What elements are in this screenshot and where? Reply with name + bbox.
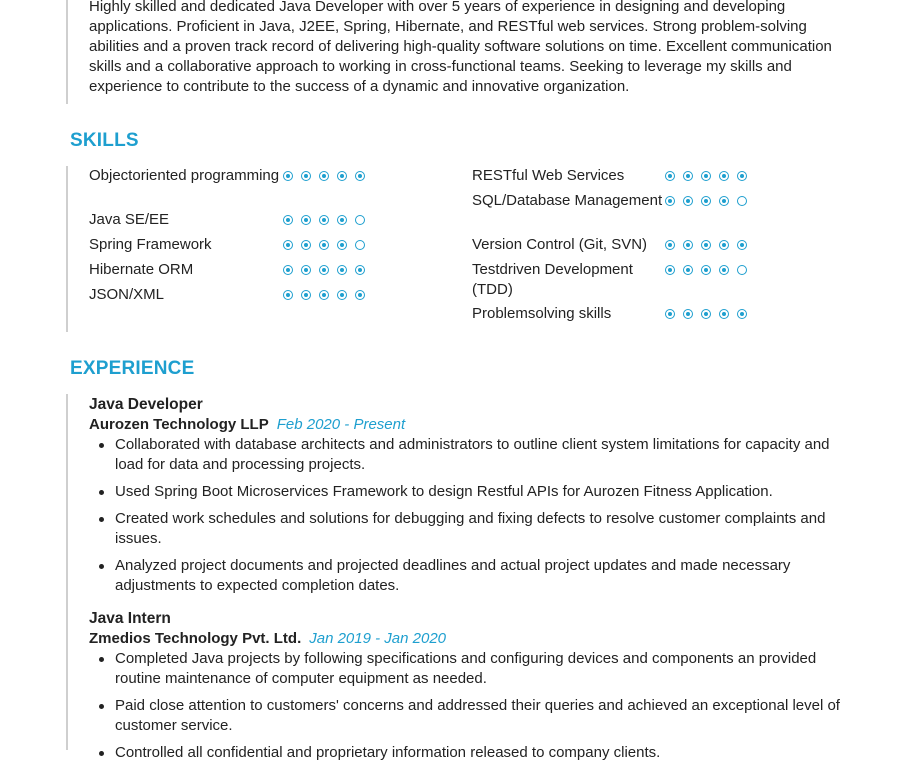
rating-dot-filled <box>737 240 747 250</box>
skill-row <box>472 166 792 191</box>
bullet-item: Collaborated with database architects and administrators to outline client system limitations for capacity and load for data and processing projects. <box>89 435 849 475</box>
skill-name: JSON/XML <box>89 286 165 303</box>
rating-dot-filled <box>355 265 365 275</box>
rating-dot-filled <box>683 240 693 250</box>
rating-dot-filled <box>301 215 311 225</box>
rating-dot-empty <box>737 196 747 206</box>
skills-right-column <box>472 166 792 329</box>
rating-dot-filled <box>355 290 365 300</box>
bullet-item: Paid close attention to customers' concerns and addressed their queries and achieved an exceptional level of customer service. <box>89 696 849 736</box>
rating-dot-filled <box>283 215 293 225</box>
bullet-item: Controlled all confidential and proprietary information released to company clients. <box>89 743 849 763</box>
rating-dot-filled <box>301 265 311 275</box>
summary-rule <box>66 0 68 104</box>
rating-dot-filled <box>719 265 729 275</box>
rating-dot-filled <box>319 171 329 181</box>
job-title: Java Intern <box>89 610 171 627</box>
rating-dot-filled <box>283 171 293 181</box>
experience-rule <box>66 394 68 750</box>
rating-dot-filled <box>719 196 729 206</box>
skill-name: SQL/Database Management <box>472 192 663 209</box>
rating-dot-filled <box>337 215 347 225</box>
rating-dot-filled <box>283 265 293 275</box>
rating-dot-filled <box>737 171 747 181</box>
bullet-item: Used Spring Boot Microservices Framework to design Restful APIs for Aurozen Fitness Application. <box>89 482 849 502</box>
skill-name: Problemsolving skills <box>472 305 612 322</box>
rating-dot-filled <box>683 309 693 319</box>
skill-name: Java SE/EE <box>89 211 170 228</box>
job-company-line <box>89 629 849 648</box>
rating-dot-filled <box>337 171 347 181</box>
skill-rating <box>283 290 373 300</box>
rating-dot-filled <box>319 215 329 225</box>
rating-dot-filled <box>719 309 729 319</box>
rating-dot-filled <box>283 240 293 250</box>
rating-dot-filled <box>319 290 329 300</box>
rating-dot-filled <box>301 240 311 250</box>
rating-dot-filled <box>337 240 347 250</box>
job-bullets <box>89 649 849 763</box>
rating-dot-filled <box>337 265 347 275</box>
rating-dot-filled <box>719 171 729 181</box>
skill-rating <box>283 265 373 275</box>
rating-dot-filled <box>301 290 311 300</box>
skill-name: Testdriven Development (TDD) <box>472 261 633 298</box>
rating-dot-filled <box>719 240 729 250</box>
job-dates: Feb 2020 - Present <box>276 416 406 433</box>
rating-dot-filled <box>701 240 711 250</box>
skill-rating <box>665 309 755 319</box>
rating-dot-filled <box>337 290 347 300</box>
rating-dot-filled <box>319 265 329 275</box>
skill-rating <box>665 240 755 250</box>
skills-left-column <box>89 166 409 310</box>
skill-row <box>472 260 792 304</box>
job-bullets <box>89 435 849 596</box>
skill-rating <box>665 171 755 181</box>
skill-name: RESTful Web Services <box>472 167 625 184</box>
skill-row <box>89 285 409 310</box>
rating-dot-filled <box>665 240 675 250</box>
rating-dot-filled <box>683 265 693 275</box>
rating-dot-filled <box>701 265 711 275</box>
skills-rule <box>66 166 68 332</box>
rating-dot-filled <box>665 171 675 181</box>
skill-rating <box>283 215 373 225</box>
rating-dot-filled <box>683 171 693 181</box>
rating-dot-filled <box>683 196 693 206</box>
skill-row <box>472 304 792 329</box>
bullet-item: Created work schedules and solutions for debugging and fixing defects to resolve customer complaints and issues. <box>89 509 849 549</box>
bullet-item: Completed Java projects by following specifications and configuring devices and components an provided routine maintenance of computer equipment as needed. <box>89 649 849 689</box>
skill-rating <box>283 240 373 250</box>
company-name: Aurozen Technology LLP <box>89 416 269 433</box>
rating-dot-filled <box>319 240 329 250</box>
rating-dot-empty <box>737 265 747 275</box>
rating-dot-empty <box>355 215 365 225</box>
rating-dot-filled <box>701 196 711 206</box>
skill-name: Spring Framework <box>89 236 212 253</box>
rating-dot-filled <box>701 171 711 181</box>
rating-dot-empty <box>355 240 365 250</box>
skill-rating <box>283 171 373 181</box>
skills-heading: SKILLS <box>70 130 139 151</box>
skill-row <box>472 235 792 260</box>
professional-summary: Highly skilled and dedicated Java Developer with over 5 years of experience in designing and developing applications. Proficient in Java, J2EE, Spring, Hibernate, and RESTful web services. Strong problem-solving abilities and a proven track record of delivering high-quality software solutions on time. Excellent communication skills and a collaborative approach to working in cross-functional teams. Seeking to leverage my skills and experience to contribute to the success of a dynamic and innovative organization. <box>89 0 832 95</box>
job-entry <box>89 609 849 770</box>
skill-name: Version Control (Git, SVN) <box>472 236 648 253</box>
skill-row <box>89 260 409 285</box>
rating-dot-filled <box>737 309 747 319</box>
skill-row <box>89 166 409 210</box>
experience-heading: EXPERIENCE <box>70 358 195 379</box>
skill-row <box>89 210 409 235</box>
rating-dot-filled <box>701 309 711 319</box>
bullet-item: Analyzed project documents and projected deadlines and actual project updates and made necessary adjustments to expected completion dates. <box>89 556 849 596</box>
job-dates: Jan 2019 - Jan 2020 <box>309 630 447 647</box>
job-title: Java Developer <box>89 396 203 413</box>
skill-name: Objectoriented programming <box>89 167 280 184</box>
rating-dot-filled <box>301 171 311 181</box>
skill-row <box>472 191 792 235</box>
skill-rating <box>665 196 755 206</box>
rating-dot-filled <box>665 309 675 319</box>
rating-dot-filled <box>283 290 293 300</box>
company-name: Zmedios Technology Pvt. Ltd. <box>89 630 302 647</box>
job-company-line <box>89 415 849 434</box>
skill-name: Hibernate ORM <box>89 261 194 278</box>
skill-row <box>89 235 409 260</box>
rating-dot-filled <box>355 171 365 181</box>
rating-dot-filled <box>665 196 675 206</box>
job-entry <box>89 395 849 603</box>
rating-dot-filled <box>665 265 675 275</box>
skill-rating <box>665 265 755 275</box>
